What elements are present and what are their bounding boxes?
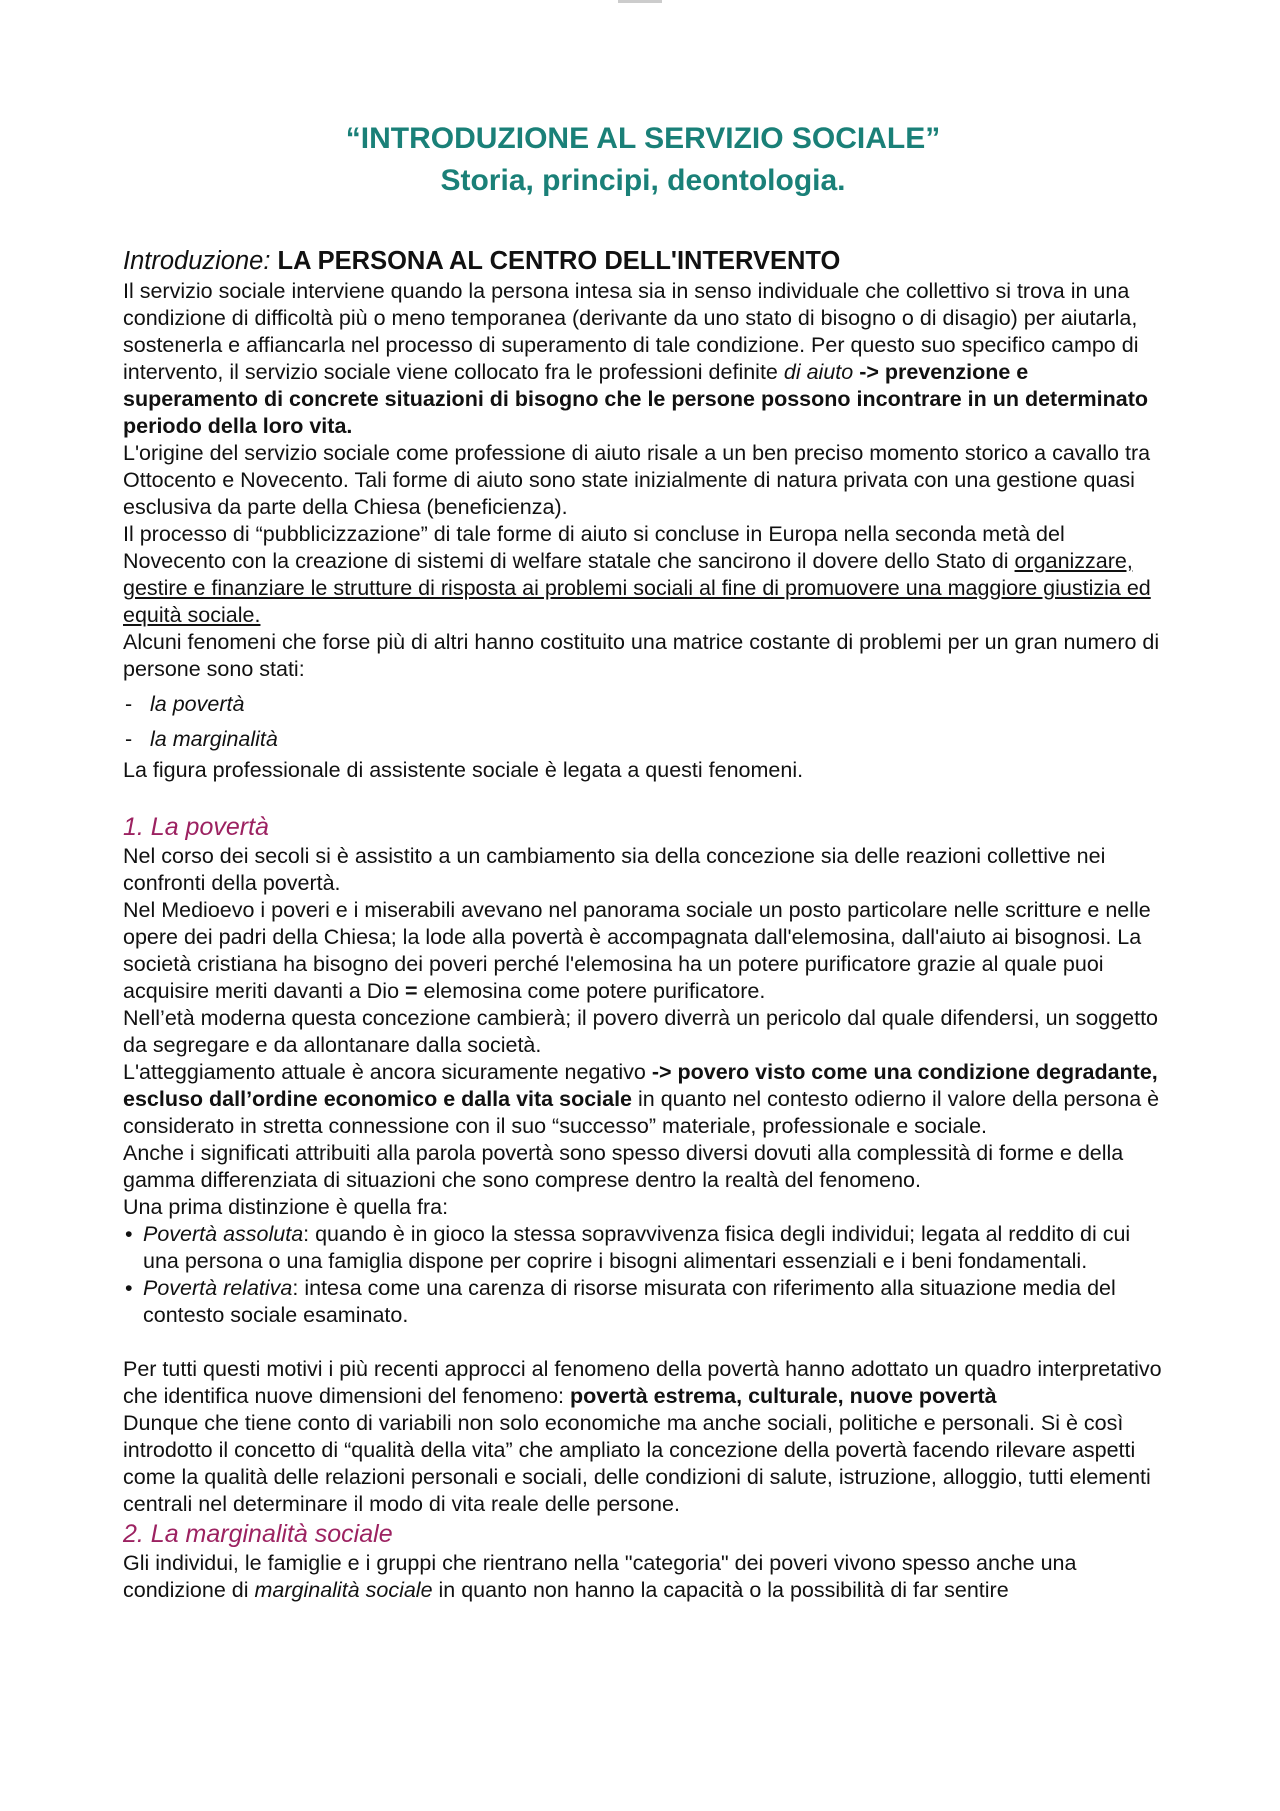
list-item: - la povertà bbox=[125, 692, 245, 716]
list-item: - la marginalità bbox=[125, 727, 278, 751]
s1-p7-text: Per tutti questi motivi i più recenti approcci al fenomeno della povertà hanno adottato un quadro interpretativo che identifica nuove dimensioni del fenomeno: bbox=[123, 1357, 1162, 1408]
s2-paragraph-1 bbox=[123, 1550, 1168, 1604]
poverty-types-list bbox=[123, 1221, 1168, 1329]
phenomena-list bbox=[123, 687, 1168, 757]
intro-paragraph-2: L'origine del servizio sociale come professione di aiuto risale a un ben preciso momento storico a cavallo tra Ottocento e Novecento. Tali forme di aiuto sono state inizialmente di natura privata con una gestione quasi esclusiva da parte della Chiesa (beneficienza). bbox=[123, 441, 1151, 519]
list-item-term: Povertà assoluta bbox=[143, 1222, 304, 1246]
s1-paragraph-6: Una prima distinzione è quella fra: bbox=[123, 1195, 449, 1219]
s1-paragraph-8: Dunque che tiene conto di variabili non solo economiche ma anche sociali, politiche e personali. Si è così introdotto il concetto di “qualità della vita” che ampliato la concezione della povertà facendo rilevare aspetti come la qualità delle relazioni personali e sociali, delle condizioni di salute, istruzione, alloggio, tutti elementi centrali nel determinare il modo di vita reale delle persone. bbox=[123, 1411, 1151, 1516]
intro-label: Introduzione: bbox=[123, 247, 271, 275]
s1-paragraph-1: Nel corso dei secoli si è assistito a un cambiamento sia della concezione sia delle reazioni collettive nei confronti della povertà. bbox=[123, 844, 1106, 895]
s2-p1-text: Gli individui, le famiglie e i gruppi che rientrano nella "categoria" dei poveri vivono spesso anche una condizione di bbox=[123, 1551, 1077, 1602]
list-item-term: Povertà relativa bbox=[143, 1276, 293, 1300]
s1-p7-bold: povertà estrema, culturale, nuove povertà bbox=[570, 1384, 997, 1408]
document-title: “INTRODUZIONE AL SERVIZIO SOCIALE” bbox=[345, 122, 941, 155]
intro-p3-text: Il processo di “pubblicizzazione” di tale forme di aiuto si concluse in Europa nella seconda metà del Novecento con la creazione di sistemi di welfare statale che sancirono il dovere dello Stato di bbox=[123, 522, 1065, 573]
document-subtitle: Storia, principi, deontologia. bbox=[440, 164, 846, 197]
section-1-heading bbox=[123, 811, 1168, 843]
list-item-text: la marginalità bbox=[150, 727, 278, 751]
intro-p1-bold: -> prevenzione e superamento di concrete situazioni di bisogno che le persone possono incontrare in un determinato periodo della loro vita. bbox=[123, 360, 1148, 438]
list-item: • Povertà relativa: intesa come una carenza di risorse misurata con riferimento alla situazione media del contesto sociale esaminato. bbox=[125, 1276, 1116, 1327]
document-body bbox=[123, 244, 1168, 1604]
intro-paragraph-3 bbox=[123, 521, 1168, 629]
intro-p1-text: Il servizio sociale interviene quando la persona intesa sia in senso individuale che collettivo si trova in una condizione di difficoltà più o meno temporanea (derivante da uno stato di bisogno o di disagio) per aiutarla, sostenerla e affiancarla nel processo di superamento di tale condizione. Per questo suo specifico campo di intervento, il servizio sociale viene collocato fra le professioni definite bbox=[123, 279, 1139, 384]
s1-paragraph-5: Anche i significati attribuiti alla parola povertà sono spesso diversi dovuti alla complessità di forme e della gamma differenziata di situazioni che sono comprese dentro la realtà del fenomeno. bbox=[123, 1141, 1124, 1192]
list-item-text: : quando è in gioco la stessa sopravvivenza fisica degli individui; legata al reddito di cui una persona o una famiglia dispone per coprire i bisogni alimentari essenziali e i beni fondamentali. bbox=[143, 1222, 1131, 1273]
s1-paragraph-3: Nell’età moderna questa concezione cambierà; il povero diverrà un pericolo dal quale difendersi, un soggetto da segregare e da allontanare dalla società. bbox=[123, 1006, 1159, 1057]
s1-paragraph-7 bbox=[123, 1356, 1168, 1410]
section-1-number: 1. bbox=[123, 813, 144, 841]
list-item: • Povertà assoluta: quando è in gioco la stessa sopravvivenza fisica degli individui; legata al reddito di cui una persona o una famiglia dispone per coprire i bisogni alimentari essenziali e i beni fondamentali. bbox=[125, 1222, 1131, 1273]
section-2-heading: 2. La marginalità sociale bbox=[123, 1520, 393, 1548]
s2-p1-end: in quanto non hanno la capacità o la possibilità di far sentire bbox=[432, 1578, 1009, 1602]
s2-p1-italic: marginalità sociale bbox=[254, 1578, 433, 1602]
intro-p3-underlined: organizzare, gestire e finanziare le strutture di risposta ai problemi sociali al fine di promuovere una maggiore giustizia ed equità sociale. bbox=[123, 549, 1151, 627]
section-1-title: La povertà bbox=[143, 813, 269, 841]
s1-p4-end: in quanto nel contesto odierno il valore della persona è considerato in stretta connessione con il suo “successo” materiale, professionale e sociale. bbox=[123, 1087, 1160, 1138]
s1-p4-bold: -> povero visto come una condizione degradante, escluso dall’ordine economico e dalla vita sociale bbox=[123, 1060, 1158, 1111]
intro-paragraph-5: La figura professionale di assistente sociale è legata a questi fenomeni. bbox=[123, 758, 804, 782]
s1-paragraph-4 bbox=[123, 1059, 1168, 1140]
s1-p2-text: Nel Medioevo i poveri e i miserabili avevano nel panorama sociale un posto particolare nelle scritture e nelle opere dei padri della Chiesa; la lode alla povertà è accompagnata dall'elemosina, dall'aiuto ai bisognosi. La società cristiana ha bisogno dei poveri perché l'elemosina ha un potere purificatore grazie al quale puoi acquisire meriti davanti a Dio bbox=[123, 898, 1151, 1003]
s1-paragraph-2 bbox=[123, 897, 1168, 1005]
intro-heading bbox=[123, 244, 1168, 278]
s1-p2-equals: = bbox=[405, 979, 418, 1003]
s1-p4-text: L'atteggiamento attuale è ancora sicuramente negativo bbox=[123, 1060, 652, 1084]
intro-paragraph-4: Alcuni fenomeni che forse più di altri hanno costituito una matrice costante di problemi per un gran numero di persone sono stati: bbox=[123, 630, 1160, 681]
intro-p1-italic: di aiuto bbox=[783, 360, 854, 384]
list-item-text: : intesa come una carenza di risorse misurata con riferimento alla situazione media del contesto sociale esaminato. bbox=[143, 1276, 1116, 1327]
header-mark bbox=[618, 0, 662, 3]
intro-paragraph-1 bbox=[123, 278, 1168, 440]
list-item-text: la povertà bbox=[150, 692, 245, 716]
intro-heading-text: LA PERSONA AL CENTRO DELL'INTERVENTO bbox=[277, 247, 841, 275]
s1-p2-end: elemosina come potere purificatore. bbox=[417, 979, 766, 1003]
